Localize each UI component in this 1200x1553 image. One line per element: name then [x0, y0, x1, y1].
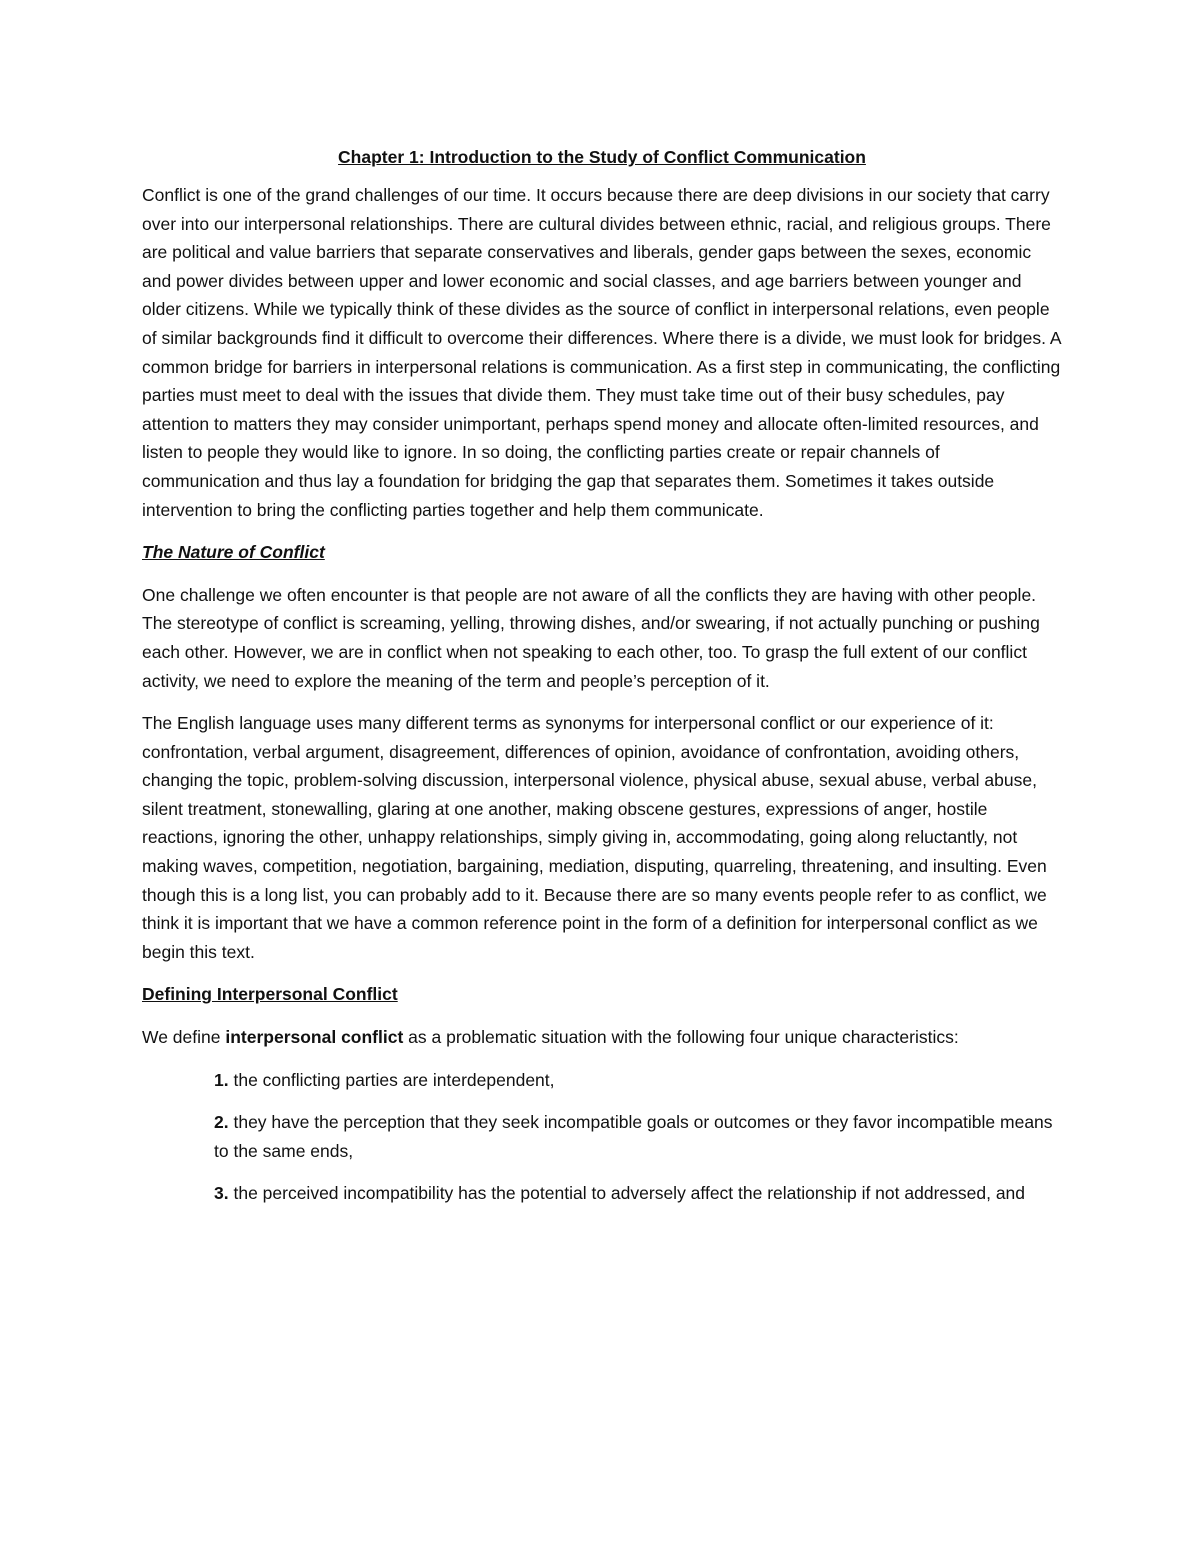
list-item-text: the perceived incompatibility has the potential to adversely affect the relationship if not addressed, and: [228, 1183, 1026, 1204]
section-heading-defining-conflict: Defining Interpersonal Conflict: [142, 984, 398, 1005]
definition-lead-text: We define: [142, 1027, 226, 1048]
list-item-number: 1.: [214, 1069, 229, 1090]
intro-paragraph: Conflict is one of the grand challenges of our time. It occurs because there are deep divisions in our society that carry over into our interpersonal relationships. There are cultural divides between ethnic, racial, and religious groups. There are political and value barriers that separate conservatives and liberals, gender gaps between the sexes, economic and power divides between upper and lower economic and social classes, and age barriers between younger and older citizens. While we typically think of these divides as the source of conflict in interpersonal relations, even people of similar backgrounds find it difficult to overcome their differences. Where there is a divide, we must look for bridges. A common bridge for barriers in interpersonal relations is communication. As a first step in communicating, the conflicting parties must meet to deal with the issues that divide them. They must take time out of their busy schedules, pay attention to matters they may consider unimportant, perhaps spend money and allocate often-limited resources, and listen to people they would like to ignore. In so doing, the conflicting parties create or repair channels of communication and thus lay a foundation for bridging the gap that separates them. Sometimes it takes outside intervention to bring the conflicting parties together and help them communicate.: [142, 185, 1061, 520]
definition-tail-text: as a problematic situation with the following four unique characteristics:: [403, 1027, 959, 1048]
list-item-text: the conflicting parties are interdependent,: [228, 1069, 555, 1090]
document-page: [142, 143, 1062, 1222]
definition-term: interpersonal conflict: [225, 1027, 404, 1048]
list-item: [214, 1179, 1062, 1208]
paragraph-conflict-synonyms: The English language uses many different terms as synonyms for interpersonal conflict or our experience of it: confrontation, verbal argument, disagreement, differences of opinion, avoidance of confrontation, avoiding others, changing the topic, problem-solving discussion, interpersonal violence, physical abuse, sexual abuse, verbal abuse, silent treatment, stonewalling, glaring at one another, making obscene gestures, expressions of anger, hostile reactions, ignoring the other, unhappy relationships, simply giving in, accommodating, going along reluctantly, not making waves, competition, negotiation, bargaining, mediation, disputing, quarreling, threatening, and insulting. Even though this is a long list, you can probably add to it. Because there are so many events people refer to as conflict, we think it is important that we have a common reference point in the form of a definition for interpersonal conflict as we begin this text.: [142, 713, 1047, 962]
list-item: [214, 1108, 1062, 1165]
paragraph-definition: [142, 1023, 1062, 1052]
characteristics-list: [142, 1066, 1062, 1208]
list-item-text: they have the perception that they seek incompatible goals or outcomes or they favor incompatible means to the same ends,: [214, 1112, 1053, 1161]
section-heading-nature-of-conflict: The Nature of Conflict: [142, 542, 325, 563]
chapter-title: Chapter 1: Introduction to the Study of Conflict Communication: [338, 147, 866, 167]
list-item-number: 2.: [214, 1112, 229, 1133]
list-item-number: 3.: [214, 1183, 229, 1204]
paragraph-conflict-awareness: One challenge we often encounter is that people are not aware of all the conflicts they are having with other people. The stereotype of conflict is screaming, yelling, throwing dishes, and/or swearing, if not actually punching or pushing each other. However, we are in conflict when not speaking to each other, too. To grasp the full extent of our conflict activity, we need to explore the meaning of the term and people’s perception of it.: [142, 584, 1040, 691]
list-item: [214, 1066, 1062, 1095]
